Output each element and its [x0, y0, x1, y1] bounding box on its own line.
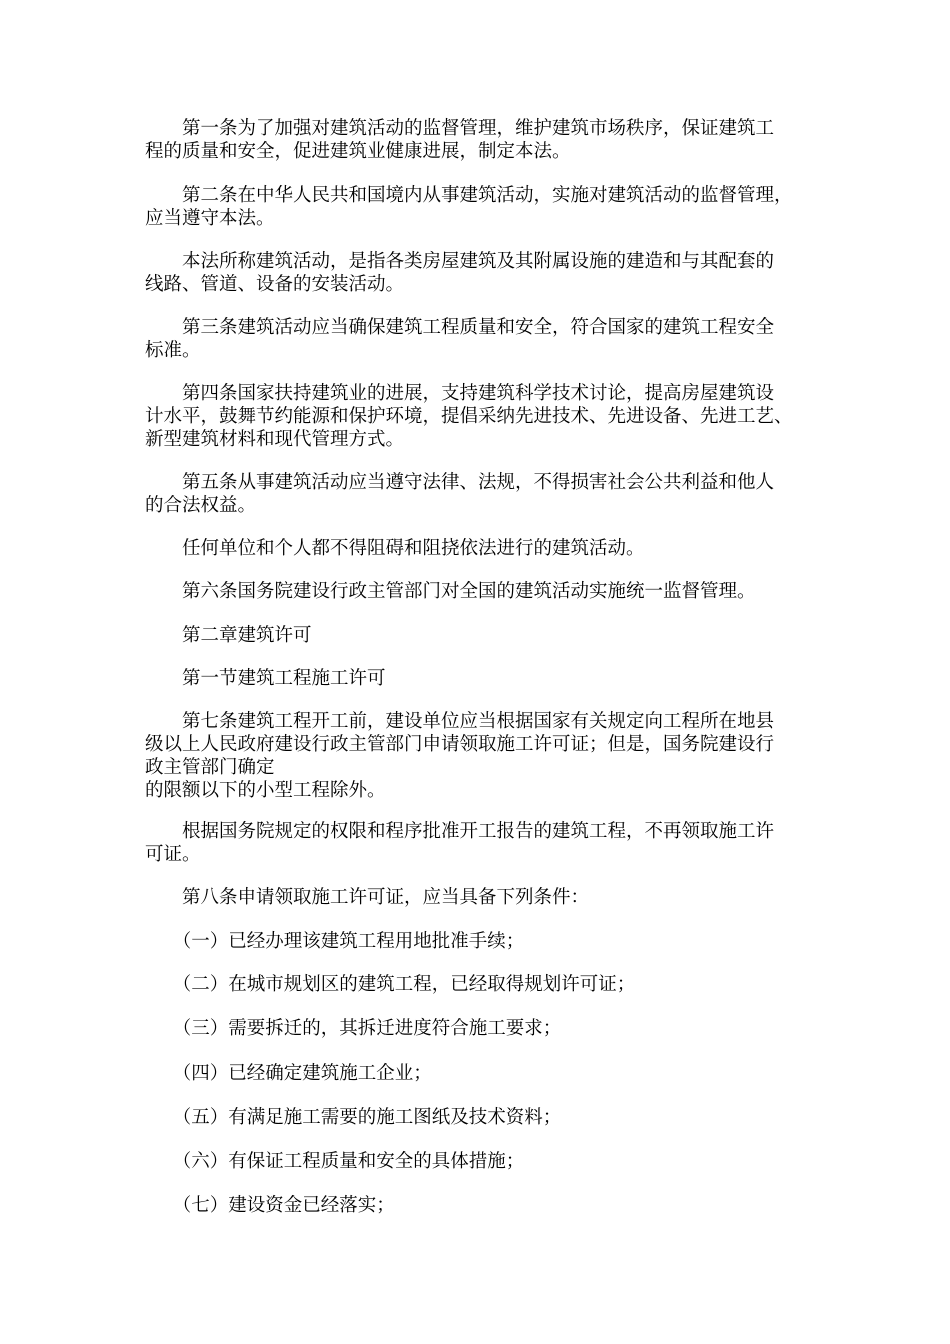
paragraph-no-obstruction — [145, 537, 805, 560]
text-line: 新型建筑材料和现代管理方式。 — [145, 429, 405, 450]
text-line: （一）已经办理该建筑工程用地批准手续； — [145, 931, 525, 952]
text-line: 可证。 — [145, 844, 201, 865]
paragraph-article-5 — [145, 471, 805, 517]
paragraph-article-6 — [145, 580, 805, 603]
text-line: （五）有满足施工需要的施工图纸及技术资料； — [145, 1107, 562, 1128]
text-line: 第八条申请领取施工许可证，应当具备下列条件： — [145, 887, 590, 908]
text-line: 根据国务院规定的权限和程序批准开工报告的建筑工程，不再领取施工许 — [145, 821, 775, 842]
text-line: 的限额以下的小型工程除外。 — [145, 780, 386, 801]
paragraph-approval — [145, 820, 805, 866]
list-item — [145, 1194, 805, 1217]
text-line: 标准。 — [145, 340, 201, 361]
text-line: 第二章建筑许可 — [145, 625, 312, 646]
paragraph-article-3 — [145, 316, 805, 362]
text-line: 第六条国务院建设行政主管部门对全国的建筑活动实施统一监督管理。 — [145, 581, 756, 602]
text-line: 政主管部门确定 — [145, 757, 275, 778]
text-line: 第七条建筑工程开工前，建设单位应当根据国家有关规定向工程所在地县 — [145, 711, 775, 732]
text-line: 第四条国家扶持建筑业的进展，支持建筑科学技术讨论，提高房屋建筑设 — [145, 383, 775, 404]
text-line: （二）在城市规划区的建筑工程，已经取得规划许可证； — [145, 974, 636, 995]
text-line: 应当遵守本法。 — [145, 208, 275, 229]
text-line: 第一条为了加强对建筑活动的监督管理，维护建筑市场秩序，保证建筑工 — [145, 118, 775, 139]
text-line: 任何单位和个人都不得阻碍和阻挠依法进行的建筑活动。 — [145, 538, 645, 559]
paragraph-article-8 — [145, 886, 805, 909]
text-line: 第三条建筑活动应当确保建筑工程质量和安全，符合国家的建筑工程安全 — [145, 317, 775, 338]
text-line: （七）建设资金已经落实； — [145, 1195, 395, 1216]
paragraph-article-1 — [145, 117, 805, 163]
list-item — [145, 930, 805, 953]
text-line: 级以上人民政府建设行政主管部门申请领取施工许可证；但是，国务院建设行 — [145, 734, 775, 755]
text-line: 第二条在中华人民共和国境内从事建筑活动，实施对建筑活动的监督管理， — [145, 185, 793, 206]
paragraph-article-7 — [145, 710, 805, 802]
text-line: 线路、管道、设备的安装活动。 — [145, 274, 405, 295]
paragraph-article-4 — [145, 382, 805, 451]
section-heading — [145, 667, 805, 690]
text-line: 程的质量和安全，促进建筑业健康进展，制定本法。 — [145, 141, 571, 162]
list-item — [145, 1017, 805, 1040]
chapter-heading — [145, 624, 805, 647]
paragraph-article-2 — [145, 184, 805, 230]
text-line: 的合法权益。 — [145, 495, 257, 516]
paragraph-definition — [145, 250, 805, 296]
text-line: 计水平，鼓舞节约能源和保护环境，提倡采纳先进技术、先进设备、先进工艺、 — [145, 406, 793, 427]
list-item — [145, 1106, 805, 1129]
text-line: 本法所称建筑活动，是指各类房屋建筑及其附属设施的建造和与其配套的 — [145, 251, 775, 272]
list-item — [145, 1062, 805, 1085]
text-line: 第五条从事建筑活动应当遵守法律、法规，不得损害社会公共利益和他人 — [145, 472, 775, 493]
list-item — [145, 973, 805, 996]
text-line: 第一节建筑工程施工许可 — [145, 668, 386, 689]
text-line: （四）已经确定建筑施工企业； — [145, 1063, 432, 1084]
text-line: （六）有保证工程质量和安全的具体措施； — [145, 1151, 525, 1172]
text-line: （三）需要拆迁的，其拆迁进度符合施工要求； — [145, 1018, 562, 1039]
list-item — [145, 1150, 805, 1173]
